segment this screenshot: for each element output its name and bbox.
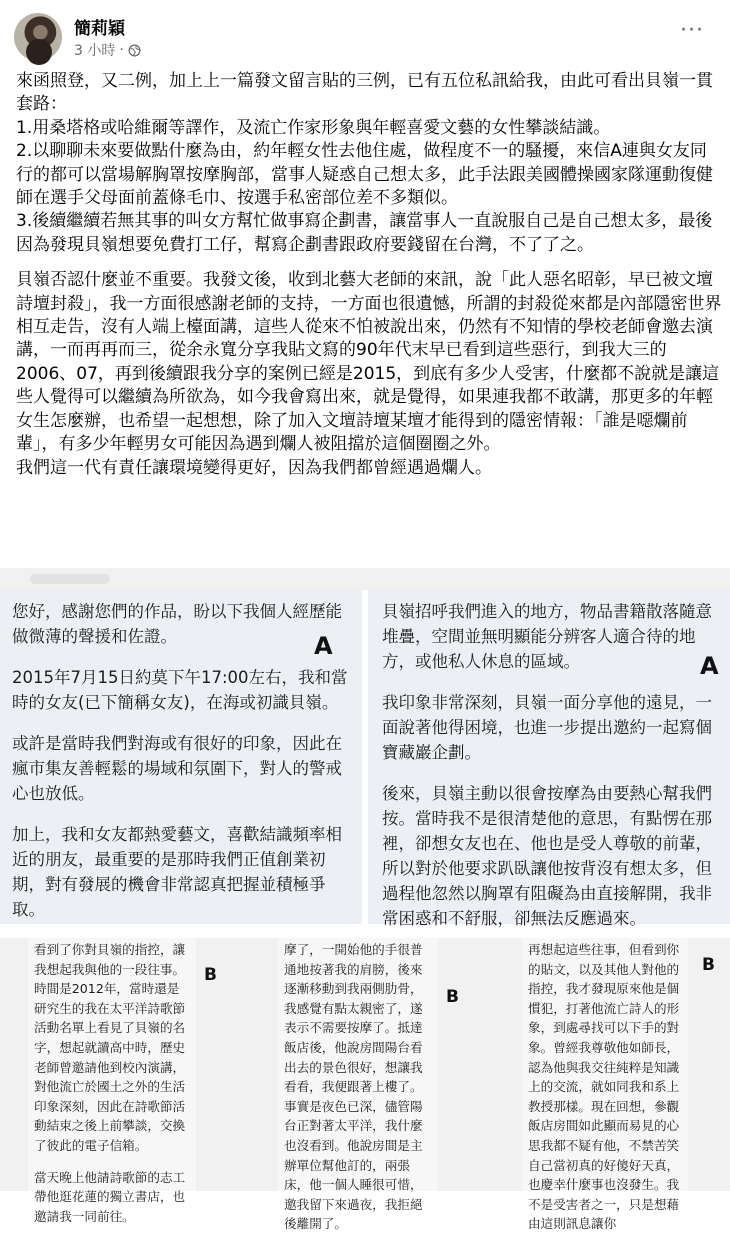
image-a-marker: A <box>314 632 333 660</box>
image-b-marker: B <box>204 965 217 985</box>
post-paragraph-point-3: 3.後續繼續若無其事的叫女方幫忙做事寫企劃書，讓當事人一直說服自己是自己想太多，最後因為發現貝嶺想要免費打工仔，幫寫企劃書跟政府要錢留在台灣，不了了之。 <box>16 211 713 255</box>
image-b-marker: B <box>702 955 715 975</box>
message-a-text: 加上，我和女友都熱愛藝文，喜歡結識頻率相近的朋友，最重要的是那時我們正值創業初期，對有發展的機會非常認真把握並積極爭取。 <box>12 825 342 919</box>
post-paragraph-point-2: 2.以聊聊未來要做點什麼為由，約年輕女性去他住處，做程度不一的騷擾，來信A連與女友同行的都可以當場解胸罩按摩胸部，當事人疑惑自己想太多，此手法跟美國體操國家隊運動復健師在選手父母面前蓋條毛巾、按選手私密部位差不多類似。 <box>16 141 713 209</box>
message-a-text: 我印象非常深刻，貝嶺一面分享他的遠見，一面說著他得困境，也進一步提出邀約一起寫個寶藏巖企劃。 <box>382 693 712 762</box>
meta-separator: · <box>119 42 124 58</box>
post-meta <box>74 40 141 60</box>
more-options-icon[interactable]: ··· <box>680 18 704 43</box>
image-a-right[interactable] <box>368 590 730 928</box>
post-paragraph-closing: 我們這一代有責任讓環境變得更好，因為我們都曾經遇過爛人。 <box>16 457 492 478</box>
image-top-strip <box>0 568 730 590</box>
message-a-text: 2015年7月15日約莫下午17:00左右，我和當時的女友(已下簡稱女友)，在海或初識貝嶺。 <box>12 668 348 712</box>
image-b-column-2 <box>278 938 438 1232</box>
message-a-text: 您好，感謝您們的作品，盼以下我個人經歷能做微薄的聲援和佐證。 <box>12 602 342 646</box>
post-paragraph-point-1: 1.用桑塔格或哈維爾等譯作，及流亡作家形象與年輕喜愛文藝的女性攀談結識。 <box>16 117 611 138</box>
message-b-text: 摩了，一開始他的手很普通地按著我的肩膀，後來逐漸移動到我兩側肋骨，我感覺有點太親密了，遂表示不需要按摩了。抵達飯店後，他說房間陽台看出去的景色很好，想讓我看看，我便跟著上樓了。事實是夜色已深，儘管陽台正對著太平洋，我什麼也沒看到。他說房間是主辦單位幫他訂的，兩張床，他一個人睡很可惜，邀我留下來過夜，我拒絕後離開了。 <box>284 942 423 1232</box>
image-a-marker: A <box>700 652 719 680</box>
image-b-column-1 <box>28 938 196 1224</box>
post-paragraph-intro: 來函照登，又二例，加上上一篇發文留言貼的三例，已有五位私訊給我，由此可看出貝嶺一貫套路： <box>16 71 713 115</box>
message-b-text: 再想起這些往事，但看到你的貼文，以及其他人對他的指控，我才發現原來他是個慣犯，打著他流亡詩人的形象，到處尋找可以下手的對象。曾經我尊敬他如師長，認為他與我交往純粹是知識上的交流，就如同我和系上教授那樣。現在回想，參觀飯店房間如此顯而易見的心思我都不疑有他，不禁苦笑自己當初真的好傻好天真，也慶幸什麼事也沒發生。我不是受害者之一，只是想藉由這則訊息讓你 <box>528 942 680 1232</box>
author-avatar[interactable] <box>14 13 62 61</box>
message-a-text: 後來，貝嶺主動以很會按摩為由要熱心幫我們按。當時我不是很清楚他的意思，有點愣在那裡，卻想女友也在、他也是受人尊敬的前輩，所以對於他要求趴臥讓他按背沒有想太多，但過程他忽然以胸罩有阻礙為由直接解開，我非常困惑和不舒服，卻無法反應過來。 <box>382 784 712 928</box>
post-body <box>16 70 722 480</box>
author-name[interactable]: 簡莉穎 <box>74 19 125 39</box>
paragraph-gap <box>16 257 722 269</box>
globe-icon[interactable] <box>128 44 141 57</box>
image-b-marker: B <box>446 987 459 1007</box>
post-time[interactable]: 3 小時 <box>74 43 116 59</box>
image-a-left[interactable] <box>0 590 362 924</box>
message-b-text: 當天晚上他請詩歌節的志工帶他逛花蓮的獨立書店，也邀請我一同前往。 <box>34 1169 186 1224</box>
message-b-text: 看到了你對貝嶺的指控，讓我想起我與他的一段往事。時間是2012年，當時還是研究生的我在太平洋詩歌節活動名單上看見了貝嶺的名字，想起就讀高中時，歷史老師曾邀請他到校內演講，對他流亡於國土之外的生活印象深刻，因此在詩歌節活動結束之後上前攀談，交換了彼此的電子信箱。 <box>34 942 186 1153</box>
image-b-column-3 <box>522 938 688 1232</box>
post-paragraph-main: 貝嶺否認什麼並不重要。我發文後，收到北藝大老師的來訊，說「此人惡名昭彰，早已被文壇詩壇封殺」，我一方面很感謝老師的支持，一方面也很遺憾，所謂的封殺從來都是內部隱密世界相互走告，沒有人端上檯面講，這些人從來不怕被說出來，仍然有不知情的學校老師會邀去演講，一而再再而三，從余永寬分享我貼文寫的90年代末早已看到這些惡行，到我大三的2006、07，再到後續跟我分享的案例已經是2015，到底有多少人受害，什麼都不說就是讓這些人覺得可以繼續為所欲為，如今我會寫出來，就是覺得，如果連我都不敢講，那更多的年輕女生怎麼辦，也希望一起想想，除了加入文壇詩壇某壇才能得到的隱密情報：「誰是噁爛前輩」，有多少年輕男女可能因為遇到爛人被阻擋於這個圈圈之外。 <box>16 270 722 455</box>
post-images[interactable] <box>0 568 730 1232</box>
message-a-text: 或許是當時我們對海或有很好的印象，因此在瘋市集友善輕鬆的場域和氛圍下，對人的警戒心也放低。 <box>12 734 342 803</box>
post-header <box>0 0 730 72</box>
message-a-text: 貝嶺招呼我們進入的地方，物品書籍散落隨意堆疊，空間並無明顯能分辨客人適合待的地方，或他私人休息的區域。 <box>382 602 712 671</box>
image-b[interactable] <box>0 938 730 1232</box>
